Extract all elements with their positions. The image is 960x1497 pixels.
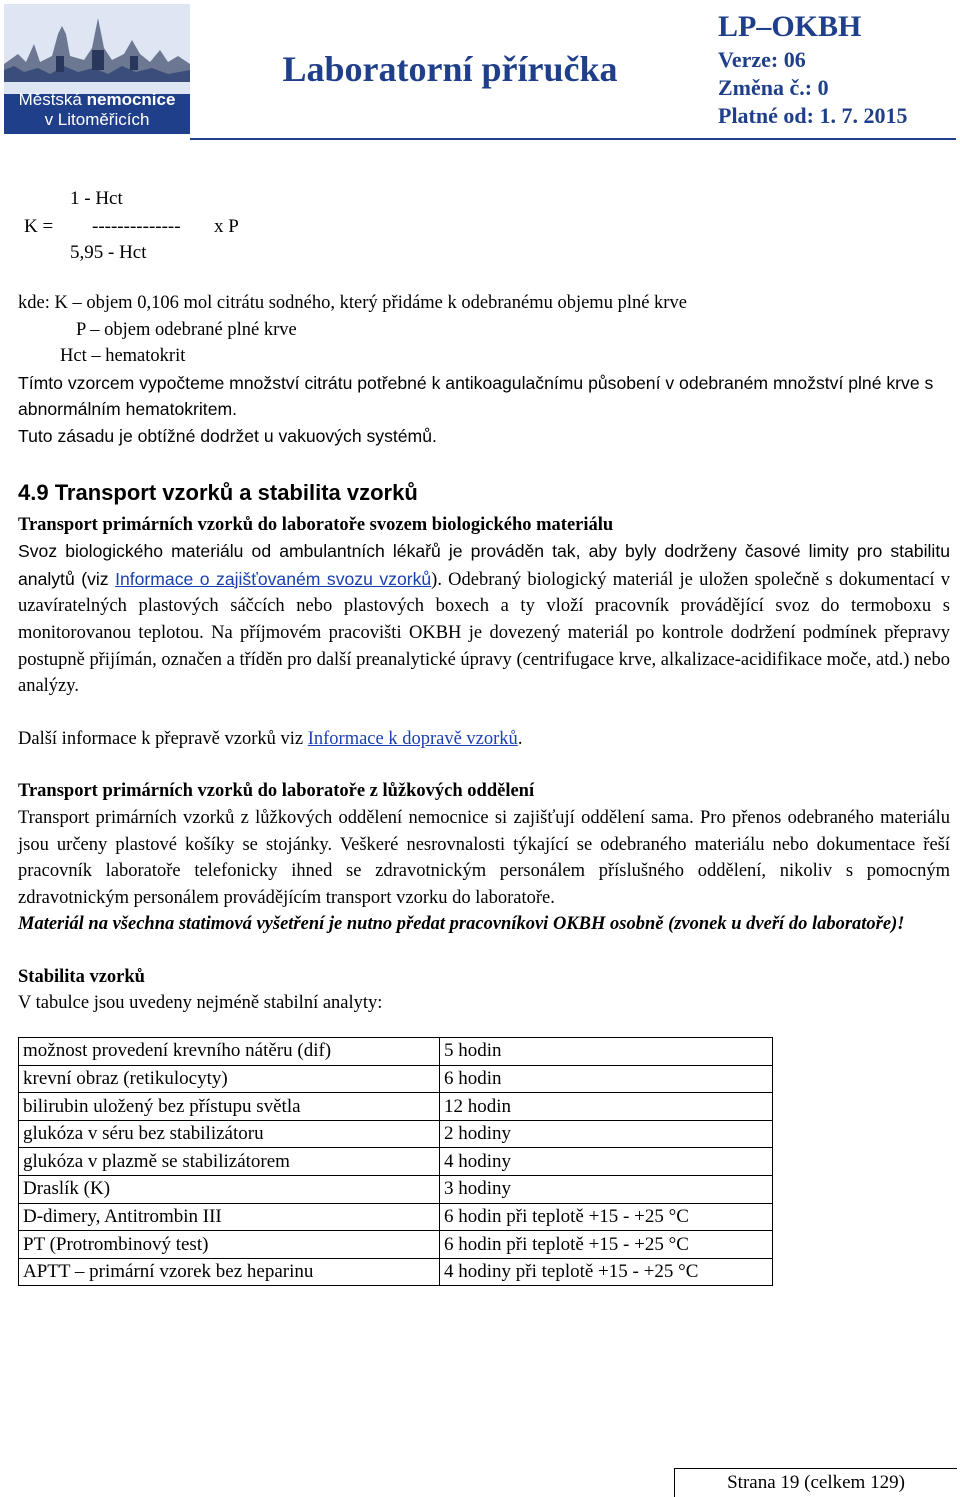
document-title: Laboratorní příručka xyxy=(282,49,618,89)
logo-text-town: v Litoměřicích xyxy=(44,110,150,129)
document-valid-from: Platné od: 1. 7. 2015 xyxy=(718,103,908,128)
link-collection-info[interactable]: Informace o zajišťovaném svozu vzorků xyxy=(115,568,432,589)
stability-time-cell: 3 hodiny xyxy=(440,1176,773,1204)
stability-intro: V tabulce jsou uvedeny nejméně stabilní analyty: xyxy=(18,993,383,1014)
hospital-logo xyxy=(4,4,190,134)
stability-time-cell: 2 hodiny xyxy=(440,1120,773,1148)
link-transport-info[interactable]: Informace k dopravě vzorků xyxy=(307,728,518,749)
analyte-cell: Draslík (K) xyxy=(19,1176,440,1204)
page-content xyxy=(18,186,950,1286)
definition-p: P – objem odebrané plné krve xyxy=(76,319,297,340)
table-row xyxy=(19,1258,773,1286)
paragraph-calculation: Tímto vzorcem vypočteme množství citrátu potřebné k antikoagulačnímu působení v odebraném množství plné krve s abnormálním hematokritem. xyxy=(18,372,934,420)
table-row xyxy=(19,1231,773,1259)
stability-time-cell: 5 hodin xyxy=(440,1038,773,1066)
transport-bio-text: Svoz biologického materiálu od ambulantních lékařů je prováděn tak, aby byly dodrženy časové limity pro stabilitu analytů (viz Informace o zajišťovaném svozu vzorků). Odebraný biologický materiál je uložen společně s dokumentací v uzavíratelných plastových sáčcích nebo plastových boxech a ty vloží pracovník provádějící svoz do termoboxu s monitorovanou teplotou. Na příjmovém pracovišti OKBH je dovezený materiál po kontrole dodržení podmínek přepravy postupně přijímán, označen a tříděn pro další preanalytické úpravy (centrifugace krve, alkalizace-acidifikace moče, atd.) nebo analýzy. xyxy=(18,541,950,697)
statim-note: Materiál na všechna statimová vyšetření je nutno předat pracovníkovi OKBH osobně (zvonek u dveří do laboratoře)! xyxy=(18,914,905,935)
citrate-formula xyxy=(18,186,950,266)
formula-lhs: K = xyxy=(24,216,54,237)
stability-time-cell: 4 hodiny xyxy=(440,1148,773,1176)
logo-text-city: Městská xyxy=(18,90,82,109)
section-title: 4.9 Transport vzorků a stabilita vzorků xyxy=(18,479,418,505)
page-number: Strana 19 (celkem 129) xyxy=(674,1468,957,1497)
page-header xyxy=(0,0,960,140)
stability-time-cell: 6 hodin při teplotě +15 - +25 °C xyxy=(440,1203,773,1231)
table-row xyxy=(19,1093,773,1121)
table-row xyxy=(19,1176,773,1204)
analyte-cell: glukóza v plazmě se stabilizátorem xyxy=(19,1148,440,1176)
table-row xyxy=(19,1203,773,1231)
analyte-cell: D-dimery, Antitrombin III xyxy=(19,1203,440,1231)
stability-heading: Stabilita vzorků xyxy=(18,966,145,987)
stability-time-cell: 4 hodiny při teplotě +15 - +25 °C xyxy=(440,1258,773,1286)
transport-more-info: Další informace k přepravě vzorků viz Informace k dopravě vzorků. xyxy=(18,728,523,749)
stability-time-cell: 6 hodin při teplotě +15 - +25 °C xyxy=(440,1231,773,1259)
formula-numerator: 1 - Hct xyxy=(70,188,123,209)
document-code: LP–OKBH xyxy=(718,10,862,43)
stability-time-cell: 6 hodin xyxy=(440,1065,773,1093)
analyte-cell: PT (Protrombinový test) xyxy=(19,1231,440,1259)
town-skyline-icon xyxy=(4,4,190,94)
analyte-cell: APTT – primární vzorek bez heparinu xyxy=(19,1258,440,1286)
formula-fraction-bar: -------------- xyxy=(92,216,181,237)
transport-ward-text: Transport primárních vzorků z lůžkových oddělení nemocnice si zajišťují oddělení sama. Pro přenos odebraného materiálu jsou určeny plastové košíky se stojánky. Veškeré nesrovnalosti týkající se odebraného materiálu nebo dokumentace řeší pracovník laboratoře telefonicky ihned se zdravotnickým personálem příslušného oddělení, nikoliv s pomocným zdravotnickým personálem provádějícím transport vzorku do laboratoře. xyxy=(18,807,950,908)
table-row xyxy=(19,1065,773,1093)
document-meta xyxy=(718,8,954,130)
formula-times: x P xyxy=(214,216,239,237)
transport-bio-heading: Transport primárních vzorků do laboratoře svozem biologického materiálu xyxy=(18,514,614,535)
stability-time-cell: 12 hodin xyxy=(440,1093,773,1121)
formula-denominator: 5,95 - Hct xyxy=(70,242,147,263)
document-change: Změna č.: 0 xyxy=(718,75,829,100)
table-row xyxy=(19,1120,773,1148)
document-version: Verze: 06 xyxy=(718,47,806,72)
definition-k: kde: K – objem 0,106 mol citrátu sodného, který přidáme k odebranému objemu plné krve xyxy=(18,293,687,313)
analyte-cell: možnost provedení krevního nátěru (dif) xyxy=(19,1038,440,1066)
table-row xyxy=(19,1038,773,1066)
paragraph-vacuum: Tuto zásadu je obtížné dodržet u vakuových systémů. xyxy=(18,425,437,446)
logo-text-hospital: nemocnice xyxy=(86,90,176,109)
definition-hct: Hct – hematokrit xyxy=(60,346,186,367)
header-divider xyxy=(190,138,956,140)
analyte-cell: bilirubin uložený bez přístupu světla xyxy=(19,1093,440,1121)
analyte-cell: glukóza v séru bez stabilizátoru xyxy=(19,1120,440,1148)
stability-table xyxy=(18,1037,773,1286)
transport-ward-heading: Transport primárních vzorků do laboratoře z lůžkových oddělení xyxy=(18,781,535,802)
analyte-cell: krevní obraz (retikulocyty) xyxy=(19,1065,440,1093)
table-row xyxy=(19,1148,773,1176)
